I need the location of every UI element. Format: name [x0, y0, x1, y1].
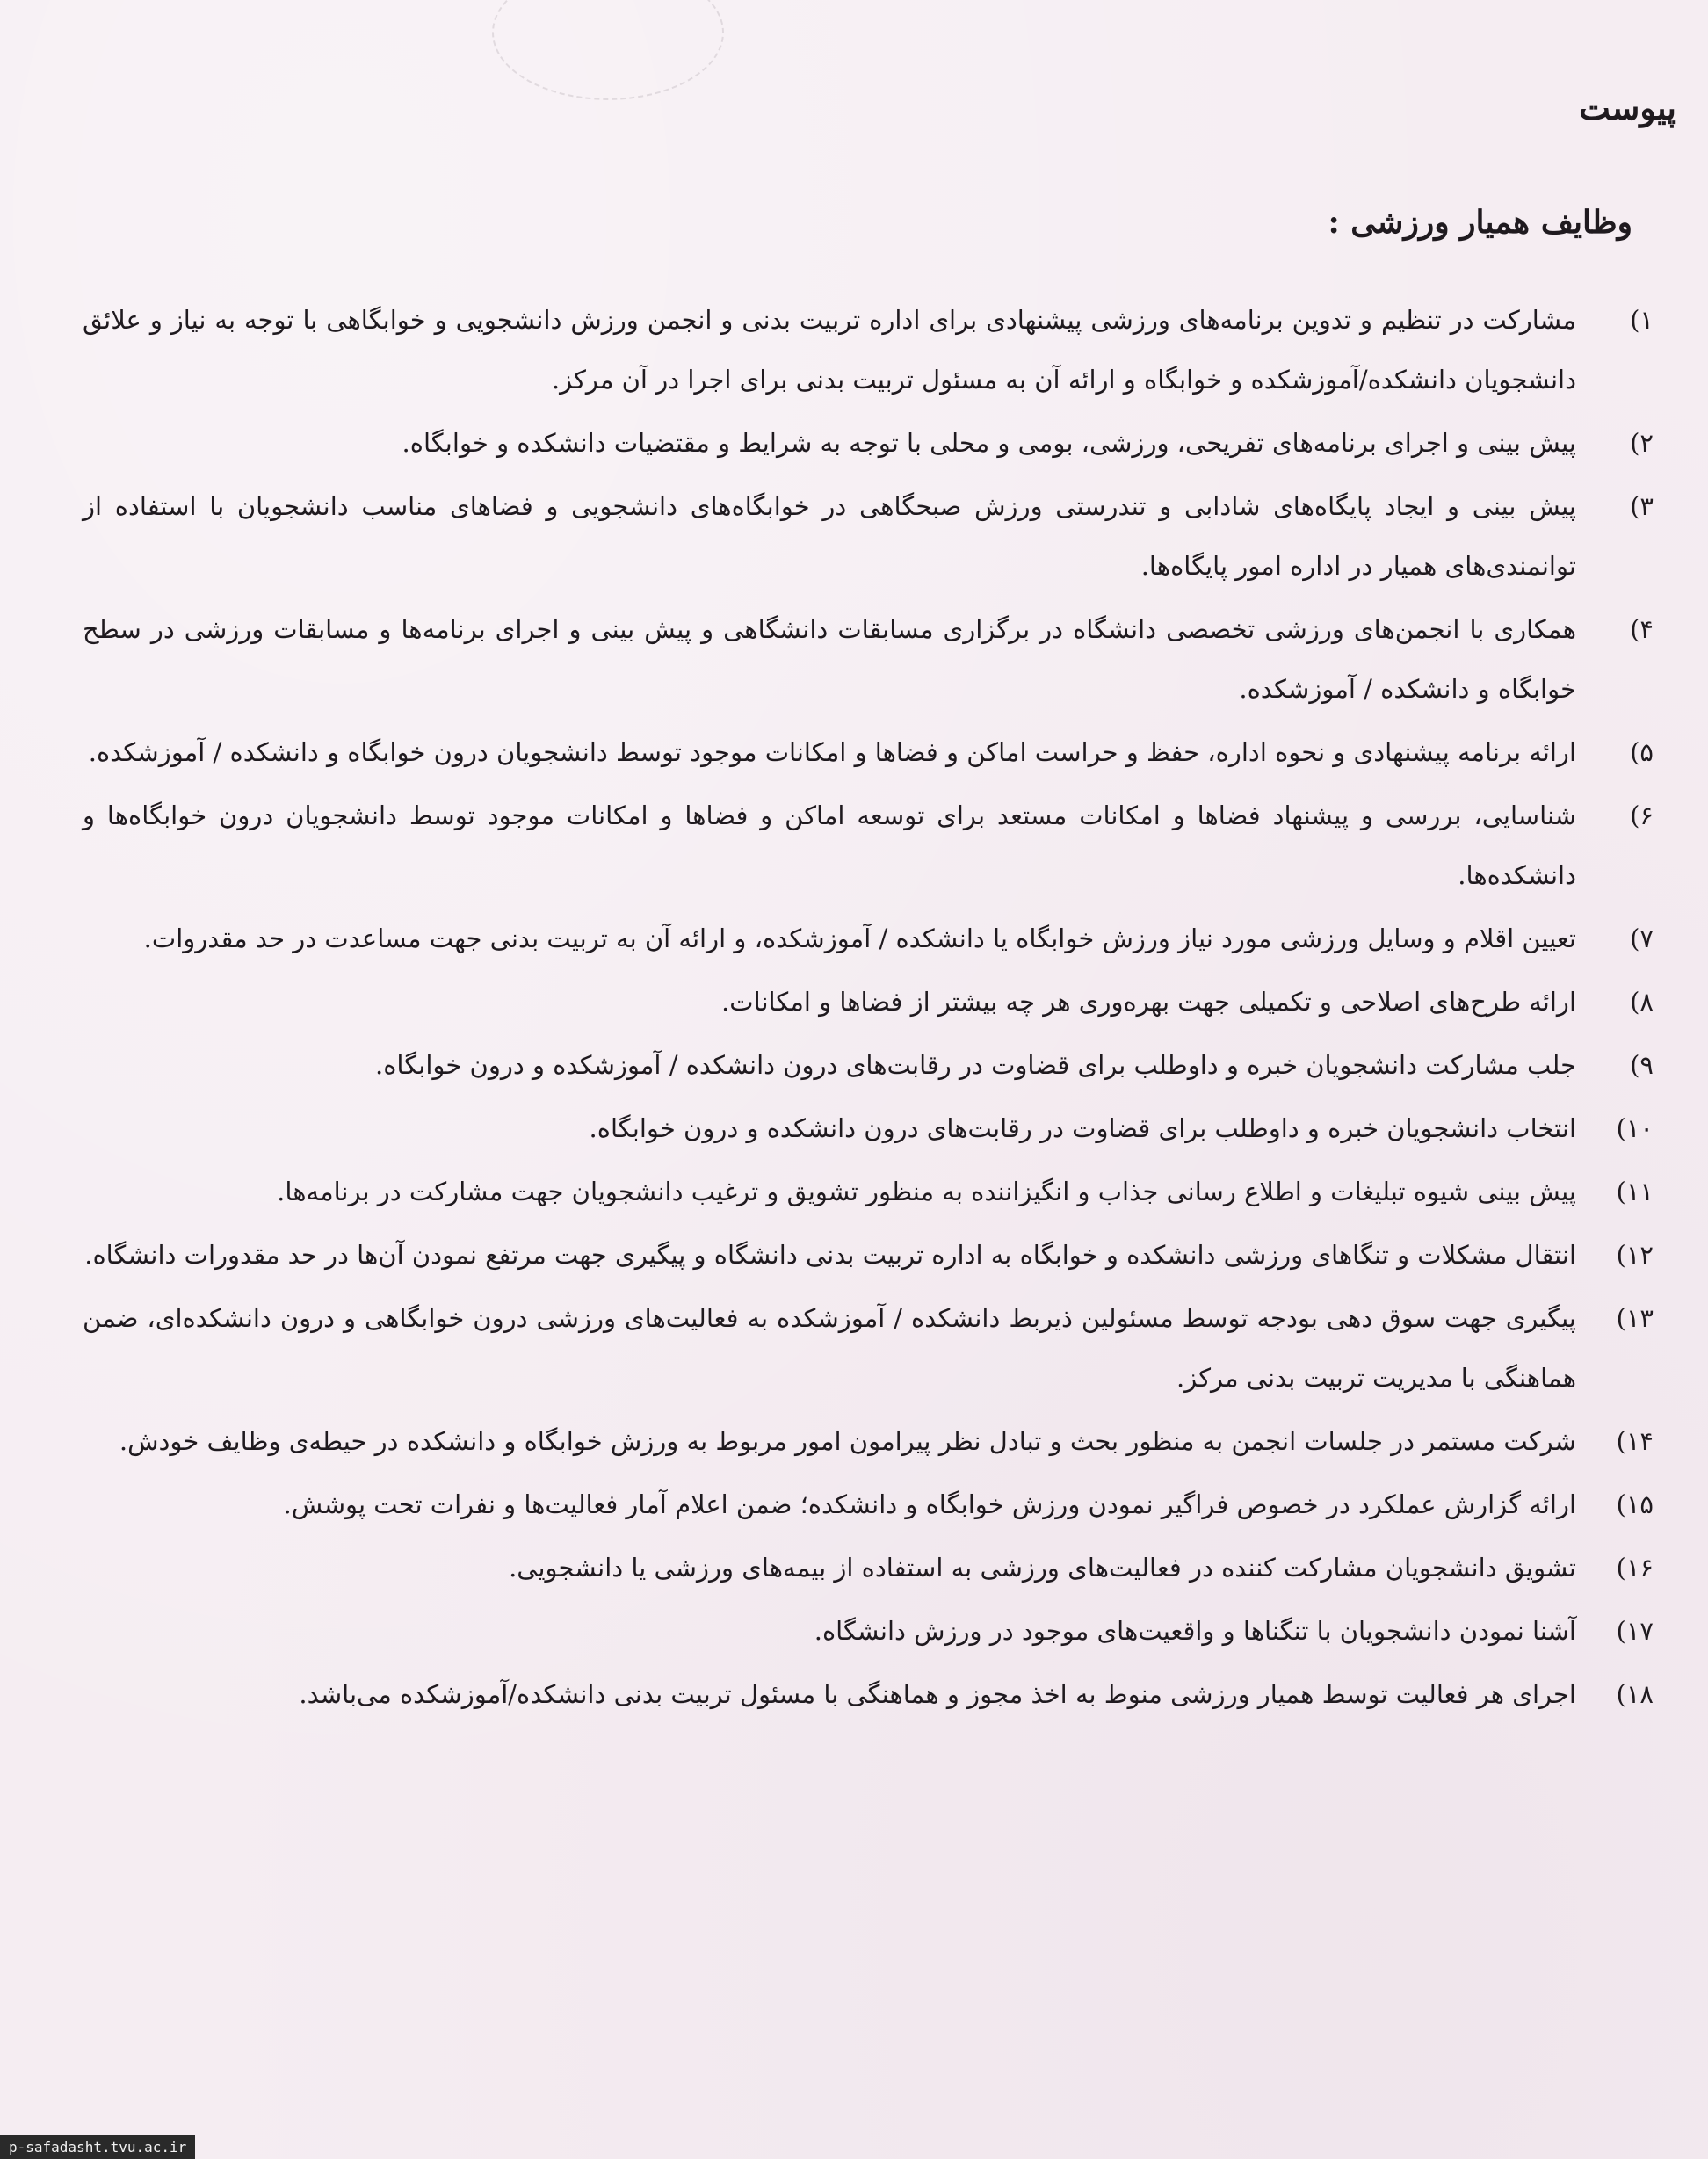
duty-text: انتقال مشکلات و تنگاهای ورزشی دانشکده و خوابگاه به اداره تربیت بدنی دانشگاه و پیگیری جهت مرتفع نمودن آن‌ها در حد مقدورات دانشگاه. — [84, 1240, 1576, 1270]
duty-text: مشارکت در تنظیم و تدوین برنامه‌های ورزشی پیشنهادی برای اداره تربیت بدنی و انجمن ورزش دانشجویی و خوابگاهی با توجه به نیاز و علائق دانشجویان دانشکده/آموزشکده و خوابگاه و ارائه آن به مسئول تربیت بدنی برای اجرا در آن مرکز. — [83, 305, 1576, 395]
duty-text: انتخاب دانشجویان خبره و داوطلب برای قضاوت در رقابت‌های درون دانشکده و درون خوابگاه. — [589, 1113, 1576, 1143]
duty-number: ۱۸) — [1616, 1679, 1654, 1709]
duty-number: ۱۳) — [1616, 1303, 1654, 1333]
duty-number: ۱۱) — [1616, 1177, 1654, 1206]
duty-item-4 — [83, 599, 1654, 719]
duty-text: پیش بینی شیوه تبلیغات و اطلاع رسانی جذاب و انگیزاننده به منظور تشویق و ترغیب دانشجویان جهت مشارکت در برنامه‌ها. — [277, 1177, 1576, 1206]
duty-text: جلب مشارکت دانشجویان خبره و داوطلب برای قضاوت در رقابت‌های درون دانشکده / آموزشکده و درون خوابگاه. — [375, 1050, 1576, 1080]
duty-number: ۱۵) — [1616, 1489, 1654, 1519]
duty-item-18 — [83, 1664, 1654, 1724]
duty-number: ۸) — [1630, 987, 1654, 1017]
duty-item-10 — [83, 1098, 1654, 1158]
duty-number: ۱۰) — [1616, 1113, 1654, 1143]
attachment-title: پیوست — [1579, 88, 1676, 127]
duty-text: ارائه برنامه پیشنهادی و نحوه اداره، حفظ و حراست اماکن و فضاها و امکانات موجود توسط دانشجویان درون خوابگاه و دانشکده / آموزشکده. — [88, 737, 1576, 767]
duty-item-14 — [83, 1411, 1654, 1471]
duty-item-9 — [83, 1035, 1654, 1095]
duties-list — [83, 290, 1654, 1728]
duty-number: ۱) — [1630, 305, 1654, 335]
duty-text: تشویق دانشجویان مشارکت کننده در فعالیت‌های ورزشی به استفاده از بیمه‌های ورزشی یا دانشجویی. — [509, 1553, 1576, 1583]
duty-text: همکاری با انجمن‌های ورزشی تخصصی دانشگاه در برگزاری مسابقات دانشگاهی و پیش بینی و اجرای برنامه‌ها و مسابقات ورزشی در سطح خوابگاه و دانشکده / آموزشکده. — [83, 614, 1576, 704]
duty-text: شناسایی، بررسی و پیشنهاد فضاها و امکانات مستعد برای توسعه اماکن و فضاها و امکانات موجود توسط دانشجویان درون خوابگاه‌ها و دانشکده‌ها. — [83, 801, 1576, 890]
faint-seal-mark — [492, 0, 724, 100]
duty-number: ۴) — [1630, 614, 1654, 644]
duty-item-16 — [83, 1538, 1654, 1598]
duty-item-13 — [83, 1288, 1654, 1408]
duty-item-7 — [83, 909, 1654, 968]
duty-item-2 — [83, 413, 1654, 473]
duty-text: پیش بینی و ایجاد پایگاه‌های شادابی و تندرستی ورزش صبحگاهی در خوابگاه‌های دانشجویی و فضاهای مناسب دانشجویان با استفاده از توانمندی‌های همیار در اداره امور پایگاه‌ها. — [83, 491, 1576, 581]
duty-item-17 — [83, 1601, 1654, 1661]
duty-number: ۷) — [1630, 924, 1654, 953]
duty-text: پیگیری جهت سوق دهی بودجه توسط مسئولین ذیربط دانشکده / آموزشکده به فعالیت‌های ورزشی درون خوابگاهی و درون دانشکده‌ای، ضمن هماهنگی با مدیریت تربیت بدنی مرکز. — [83, 1303, 1576, 1393]
duty-text: ارائه طرح‌های اصلاحی و تکمیلی جهت بهره‌وری هر چه بیشتر از فضاها و امکانات. — [721, 987, 1576, 1017]
section-title: وظایف همیار ورزشی : — [1328, 204, 1632, 241]
duty-number: ۱۶) — [1616, 1553, 1654, 1583]
duty-item-15 — [83, 1474, 1654, 1534]
duty-number: ۱۲) — [1616, 1240, 1654, 1270]
duty-item-8 — [83, 972, 1654, 1032]
duty-number: ۳) — [1630, 491, 1654, 521]
duty-text: آشنا نمودن دانشجویان با تنگناها و واقعیت‌های موجود در ورزش دانشگاه. — [814, 1616, 1576, 1646]
duty-item-6 — [83, 786, 1654, 905]
duty-number: ۶) — [1630, 801, 1654, 830]
duty-text: تعیین اقلام و وسایل ورزشی مورد نیاز ورزش خوابگاه یا دانشکده / آموزشکده، و ارائه آن به تربیت بدنی جهت مساعدت در حد مقدروات. — [143, 924, 1576, 953]
site-url-badge: p-safadasht.tvu.ac.ir — [0, 2135, 195, 2159]
duty-item-12 — [83, 1225, 1654, 1285]
duty-number: ۲) — [1630, 428, 1654, 458]
duty-item-5 — [83, 722, 1654, 782]
duty-item-11 — [83, 1162, 1654, 1221]
duty-text: اجرای هر فعالیت توسط همیار ورزشی منوط به اخذ مجوز و هماهنگی با مسئول تربیت بدنی دانشکده/آموزشکده می‌باشد. — [299, 1679, 1576, 1709]
duty-item-1 — [83, 290, 1654, 409]
duty-item-3 — [83, 476, 1654, 596]
duty-number: ۱۷) — [1616, 1616, 1654, 1646]
duty-number: ۵) — [1630, 737, 1654, 767]
duty-text: شرکت مستمر در جلسات انجمن به منظور بحث و تبادل نظر پیرامون امور مربوط به ورزش خوابگاه و دانشکده در حیطه‌ی وظایف خودش. — [119, 1426, 1576, 1456]
duty-text: ارائه گزارش عملکرد در خصوص فراگیر نمودن ورزش خوابگاه و دانشکده؛ ضمن اعلام آمار فعالیت‌ها و نفرات تحت پوشش. — [283, 1489, 1576, 1519]
duty-number: ۹) — [1630, 1050, 1654, 1080]
duty-text: پیش بینی و اجرای برنامه‌های تفریحی، ورزشی، بومی و محلی با توجه به شرایط و مقتضیات دانشکده و خوابگاه. — [402, 428, 1576, 458]
duty-number: ۱۴) — [1616, 1426, 1654, 1456]
